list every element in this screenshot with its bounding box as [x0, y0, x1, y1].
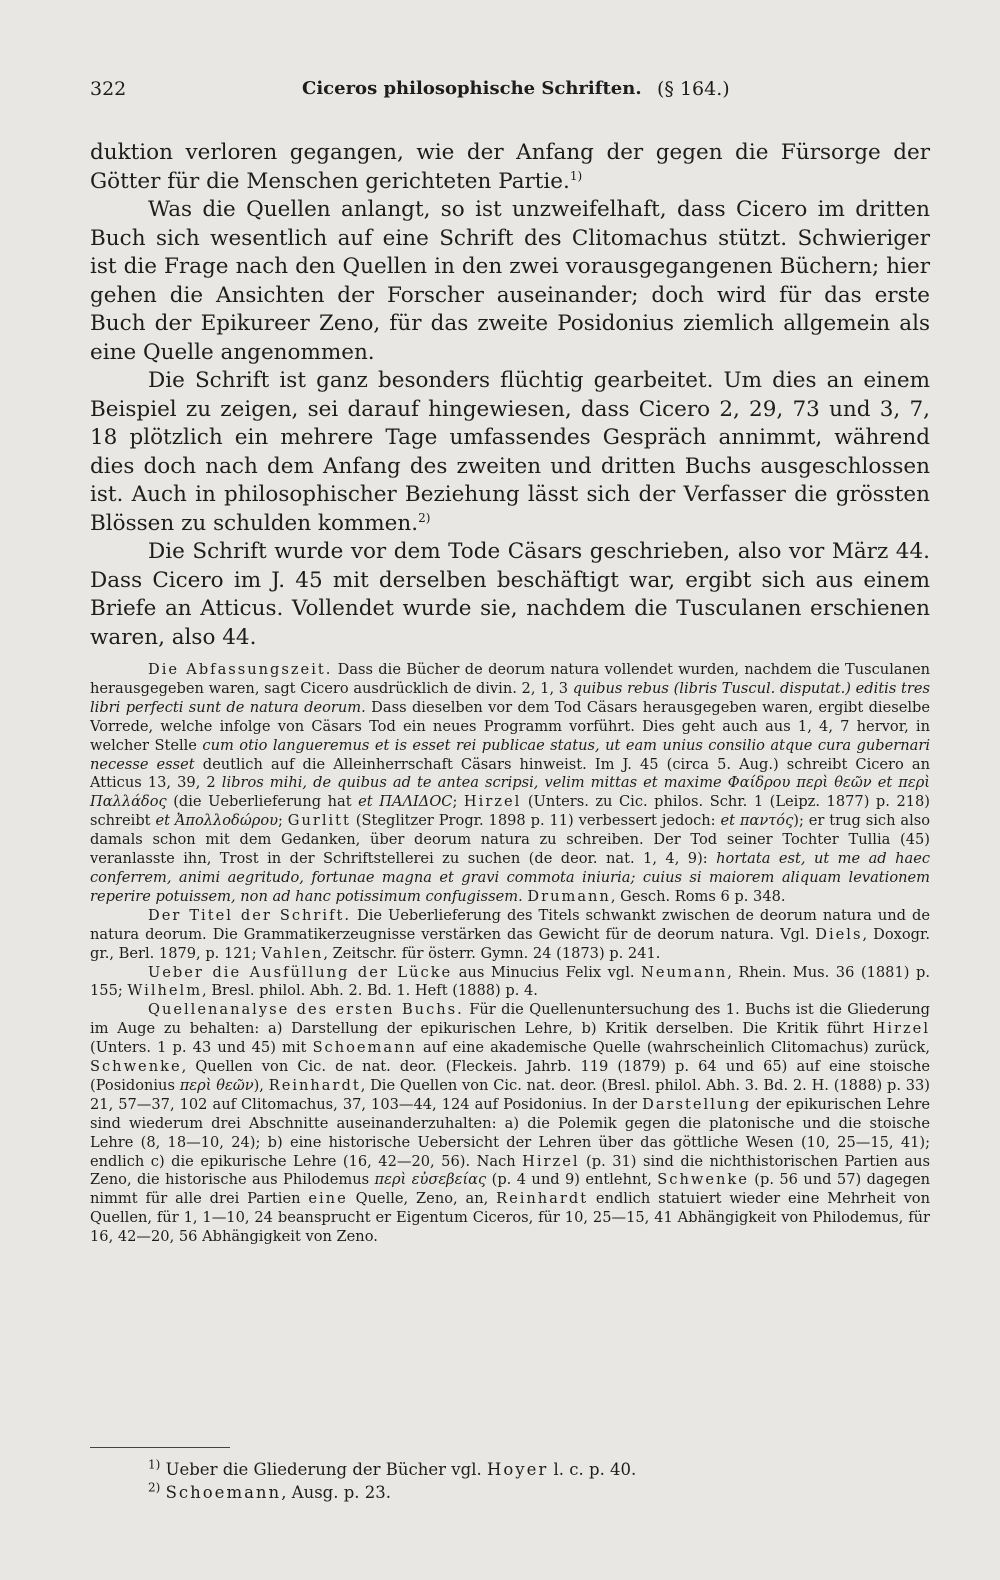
- note-text: Dass dieselben vor dem Tod Cäsars herausgegeben waren, ergibt dieselbe Vorrede, welche infolge von Cäsars Tod ein neues Programm vorführt. Dies geht auch aus 1, 4, 7 hervor, in welcher Stelle: [90, 698, 930, 754]
- note-heading: Der Titel der Schrift.: [148, 906, 351, 924]
- note-quote: hortata est, ut me ad haec conferrem, animi aegritudo, fortunae magna et gravi commota iniuria; cuius si maiorem aliquam levationem reperire potuissem, non ad hanc potissimum confugissem.: [90, 850, 931, 905]
- note-text: (die Ueberlieferung hat: [166, 793, 359, 811]
- note-text: ;: [452, 793, 464, 811]
- emphasis: Darstellung: [642, 1095, 752, 1113]
- footnote-1: [148, 1458, 930, 1481]
- footnote-marker: 1): [569, 168, 583, 183]
- author-name: Hirzel: [463, 793, 522, 811]
- paragraph: Die Schrift wurde vor dem Tode Cäsars geschrieben, also vor März 44. Dass Cicero im J. 45 mit derselben beschäftigt war, ergibt sich aus einem Briefe an Atticus. Vollendet wurde sie, nachdem die Tusculanen erschienen waren, also 44.: [90, 539, 930, 650]
- page-number: 322: [90, 78, 127, 100]
- note-quote: et Ἀπολλοδώρου: [155, 812, 278, 830]
- author-name: Reinhardt: [268, 1076, 361, 1094]
- author-name: Schwenke: [90, 1058, 182, 1076]
- running-title: Ciceros philosophische Schriften.: [302, 78, 642, 99]
- note-text: ); er trug sich also damals schon mit dem Gedanken, über deorum natura zu schreiben. Der Tod seiner Tochter Tullia (45) veranlasste ihn, Trost in der Schriftstellerei zu suchen (de deor. nat. 1, 4, 9):: [90, 812, 931, 868]
- note-abfassungszeit: [90, 661, 930, 907]
- note-text: aus Minucius Felix vgl.: [452, 963, 642, 981]
- note-titel: [90, 907, 930, 964]
- note-text: (p. 4 und 9) entlehnt,: [486, 1171, 658, 1189]
- author-name: Schoemann: [312, 1039, 417, 1057]
- author-name: Neumann: [641, 963, 728, 981]
- author-name: Wilhelm: [127, 982, 203, 1000]
- note-heading: Quellenanalyse des ersten Buchs.: [148, 1001, 464, 1019]
- note-text: Dass die Bücher de deorum natura vollendet wurden, nachdem die Tusculanen herausgegeben waren, sagt Cicero ausdrücklich de divin. 2, 1, 3: [90, 661, 930, 697]
- main-text: [90, 139, 930, 652]
- paragraph: [90, 367, 930, 538]
- paragraph-text: duktion verloren gegangen, wie der Anfang der gegen die Fürsorge der Götter für die Menschen gerichteten Partie.: [90, 140, 930, 194]
- author-name: Vahlen: [261, 944, 324, 962]
- note-text: Die Ueberlieferung des Titels schwankt zwischen de deorum natura und de natura deorum. Die Grammatikerzeugnisse verstärken das Gewicht für de deorum natura. Vgl.: [90, 906, 931, 943]
- footnote-text: , Ausg. p. 23.: [281, 1483, 392, 1502]
- section-reference: (§ 164.): [657, 78, 730, 100]
- note-quellenanalyse: [90, 1001, 930, 1247]
- note-text: , Doxogr. gr., Berl. 1879, p. 121;: [90, 925, 930, 962]
- footnote-marker: 2): [418, 510, 431, 525]
- note-text: Für die Quellenuntersuchung des 1. Buchs ist die Gliederung im Auge zu behalten: a) Darstellung der epikurischen Lehre, b) Kritik derselben. Die Kritik führt: [90, 1001, 930, 1038]
- footnote-2: [148, 1481, 930, 1504]
- note-text: der epikurischen Lehre sind wiederum drei Abschnitte auseinanderzuhalten: a) die Polemik gegen die platonische und die stoische Lehre (8, 18—10, 24); b) eine historische Uebersicht der Lehren über das göttliche Wesen (10, 25—15, 41); endlich c) die epikurische Lehre (16, 42—20, 56). Nach: [90, 1095, 930, 1170]
- paragraph: [90, 139, 930, 196]
- note-text: , Gesch. Roms 6 p. 348.: [610, 887, 786, 905]
- note-text: deutlich auf die Alleinherrschaft Cäsars hinweist. Im J. 45 (circa 5. Aug.) schreibt Cicero an Atticus 13, 39, 2: [90, 755, 930, 792]
- author-name: Diels: [815, 925, 863, 943]
- author-name: Reinhardt: [496, 1190, 589, 1208]
- author-name: Gurlitt: [287, 812, 351, 830]
- page-header: [90, 78, 930, 108]
- note-quote: quibus rebus (libris Tuscul. disputat.) editis tres libri perfecti sunt de natura deorum.: [90, 679, 930, 716]
- footnote-marker: 2): [148, 1480, 161, 1495]
- author-name: Hirzel: [522, 1152, 580, 1170]
- note-text: ;: [277, 812, 288, 830]
- note-text: (Steglitzer Progr. 1898 p. 11) verbessert jedoch:: [350, 812, 721, 830]
- footnote-text: l. c. p. 40.: [548, 1460, 637, 1479]
- note-text: , Bresl. philol. Abh. 2. Bd. 1. Heft (1888) p. 4.: [202, 982, 538, 1000]
- note-quote: cum otio langueremus et is esset rei publicae status, ut eam unius consilio atque cura gubernari necesse esset: [90, 736, 930, 773]
- note-heading: Ueber die Ausfüllung der Lücke: [148, 963, 453, 981]
- author-name: Drumann: [527, 887, 611, 905]
- note-quote: περὶ θεῶν: [179, 1076, 254, 1094]
- note-text: Quelle, Zeno, an,: [347, 1190, 497, 1208]
- paragraph-text: Die Schrift ist ganz besonders flüchtig gearbeitet. Um dies an einem Beispiel zu zeigen, sei darauf hingewiesen, dass Cicero 2, 29, 73 und 3, 7, 18 plötzlich ein mehrere Tage umfassendes Gespräch annimmt, während dies doch nach dem Anfang des zweiten und dritten Buchs ausgeschlossen ist. Auch in philosophischer Beziehung lässt sich der Verfasser die grössten Blössen zu schulden kommen.: [90, 368, 930, 536]
- note-text: ),: [253, 1076, 269, 1094]
- note-text: (p. 56 und 57) dagegen nimmt für alle drei Partien: [90, 1171, 931, 1208]
- note-text: , Quellen von Cic. de nat. deor. (Fleckeis. Jahrb. 119 (1879) p. 64 und 65) auf eine stoische (Posidonius: [90, 1058, 930, 1094]
- footnote-marker: 1): [148, 1457, 161, 1472]
- note-text: (Unters. zu Cic. philos. Schr. 1 (Leipz. 1877) p. 218) schreibt: [90, 793, 930, 830]
- author-name: Hoyer: [486, 1460, 549, 1479]
- notes-block: [90, 661, 930, 1247]
- paragraph: Was die Quellen anlangt, so ist unzweifelhaft, dass Cicero im dritten Buch sich wesentlich auf eine Schrift des Clitomachus stützt. Schwieriger ist die Frage nach den Quellen in den zwei vorausgegangenen Büchern; hier gehen die Ansichten der Forscher auseinander; doch wird für das erste Buch der Epikureer Zeno, für das zweite Posidonius ziemlich allgemein als eine Quelle angenommen.: [90, 197, 930, 365]
- note-text: , Die Quellen von Cic. nat. deor. (Bresl. philol. Abh. 3. Bd. 2. H. (1888) p. 33) 21, 57—37, 102 auf Clitomachus, 37, 103—44, 124 auf Posidonius. In der: [90, 1076, 930, 1113]
- note-quote: libros mihi, de quibus ad te antea scripsi, velim mittas et maxime Φαίδρου περὶ θεῶν et περὶ Παλλάδος: [90, 774, 930, 811]
- note-text: , Zeitschr. für österr. Gymn. 24 (1873) p. 241.: [323, 944, 661, 962]
- note-text: endlich statuiert wieder eine Mehrheit von Quellen, für 1, 1—10, 24 beansprucht er Eigentum Ciceros, für 10, 25—15, 41 Abhängigkeit von Philodemus, für 16, 42—20, 56 Abhängigkeit von Zeno.: [90, 1190, 930, 1246]
- note-text: auf eine akademische Quelle (wahrscheinlich Clitomachus) zurück,: [416, 1039, 930, 1057]
- author-name: Hirzel: [872, 1020, 930, 1038]
- footnote-text: Ueber die Gliederung der Bücher vgl.: [165, 1460, 487, 1479]
- footnotes: [148, 1458, 930, 1504]
- note-quote: et ΠΑΛΙΔΟC: [358, 793, 453, 811]
- note-text: (Unters. 1 p. 43 und 45) mit: [90, 1039, 313, 1057]
- note-quote: περὶ εὐσεβείας: [374, 1171, 487, 1189]
- note-text: (p. 31) sind die nichthistorischen Partien aus Zeno, die historische aus Philodemus: [90, 1152, 931, 1189]
- note-quote: et παντός: [720, 812, 794, 830]
- author-name: Schwenke: [657, 1171, 749, 1189]
- note-heading: Die Abfassungszeit.: [148, 661, 333, 678]
- note-luecke: [90, 964, 930, 1002]
- author-name: Schoemann: [165, 1483, 282, 1502]
- emphasis: eine: [308, 1190, 348, 1208]
- note-text: , Rhein. Mus. 36 (1881) p. 155;: [90, 963, 930, 1000]
- footnote-divider: [90, 1447, 230, 1448]
